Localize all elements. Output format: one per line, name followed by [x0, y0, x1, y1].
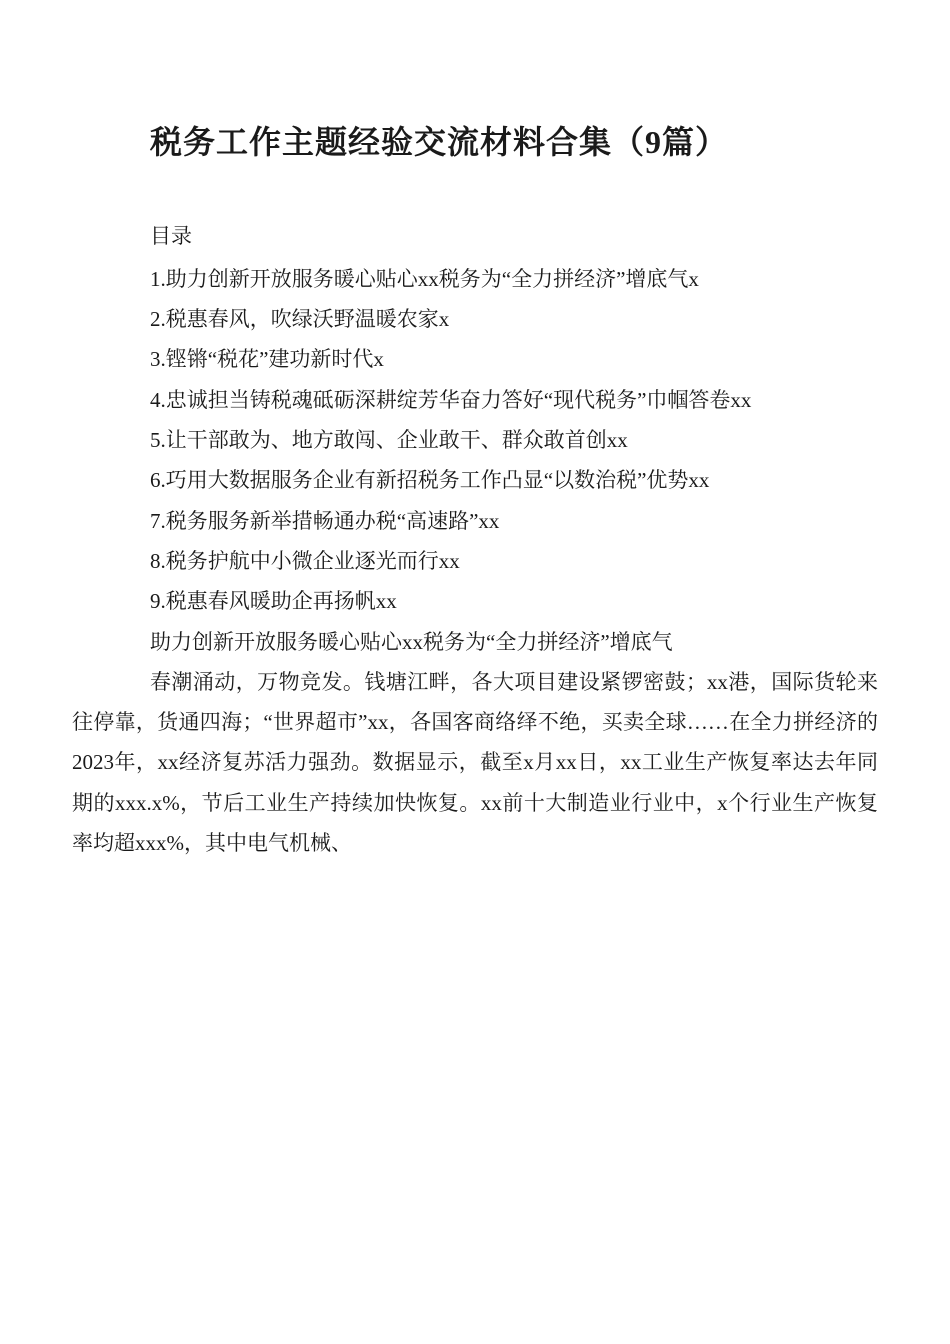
page-title: 税务工作主题经验交流材料合集（9篇） — [150, 124, 729, 160]
list-item[interactable]: 6.巧用大数据服务企业有新招税务工作凸显“以数治税”优势xx — [150, 468, 710, 493]
list-item[interactable]: 7.税务服务新举措畅通办税“高速路”xx — [150, 508, 500, 533]
list-item[interactable]: 5.让干部敢为、地方敢闯、企业敢干、群众敢首创xx — [150, 427, 628, 452]
section-heading: 助力创新开放服务暖心贴心xx税务为“全力拼经济”增底气 — [150, 629, 673, 654]
toc-list — [72, 259, 878, 622]
list-item[interactable]: 2.税惠春风，吹绿沃野温暖农家x — [150, 307, 450, 331]
list-item[interactable]: 4.忠诚担当铸税魂砥砺深耕绽芳华奋力答好“现代税务”巾帼答卷xx — [150, 387, 752, 412]
list-item[interactable]: 3.铿锵“税花”建功新时代x — [150, 347, 384, 372]
list-item[interactable]: 8.税务护航中小微企业逐光而行xx — [150, 548, 460, 573]
list-item[interactable]: 1.助力创新开放服务暖心贴心xx税务为“全力拼经济”增底气x — [150, 266, 699, 291]
toc-heading: 目录 — [150, 223, 192, 248]
body-paragraph: 春潮涌动，万物竞发。钱塘江畔，各大项目建设紧锣密鼓；xx港，国际货轮来往停靠，货通四海；“世界超市”xx，各国客商络绎不绝，买卖全球……在全力拼经济的2023年，xx经济复苏活力强劲。数据显示，截至x月xx日，xx工业生产恢复率达去年同期的xxx.x%，节后工业生产持续加快恢复。xx前十大制造业行业中，x个行业生产恢复率均超xxx%，其中电气机械、 — [72, 669, 878, 856]
list-item[interactable]: 9.税惠春风暖助企再扬帆xx — [150, 589, 397, 614]
